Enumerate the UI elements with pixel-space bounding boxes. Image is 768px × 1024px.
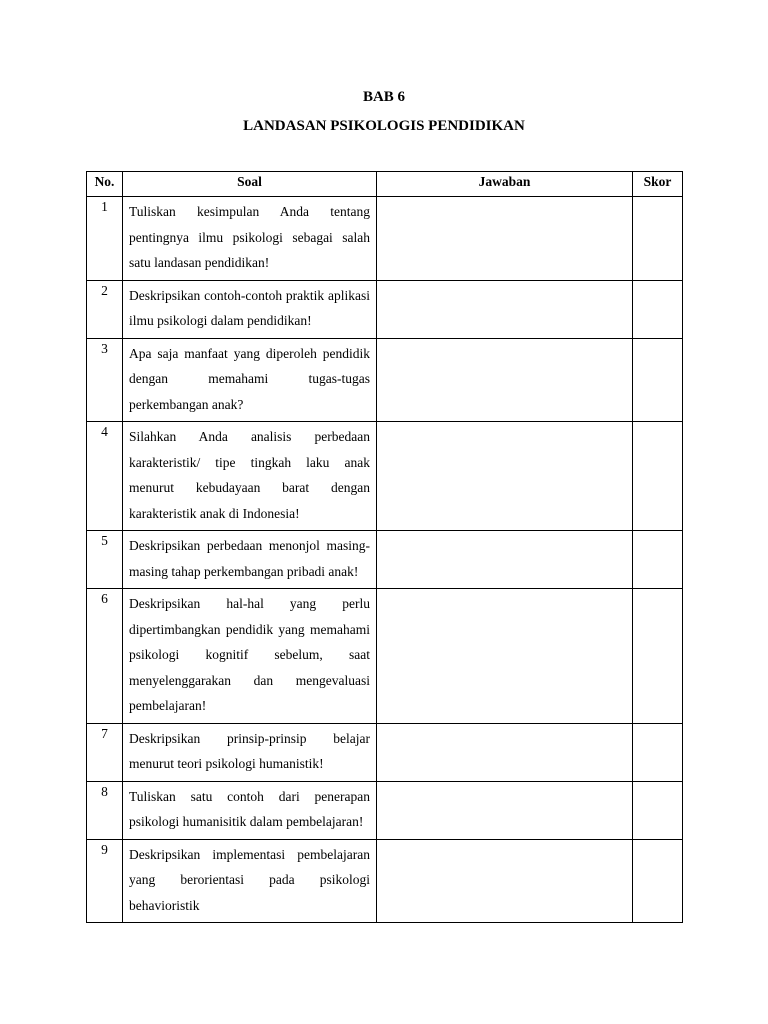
chapter-title: LANDASAN PSIKOLOGIS PENDIDIKAN	[243, 118, 525, 134]
score-cell[interactable]	[633, 338, 683, 422]
row-number-cell: 8	[87, 781, 123, 839]
score-cell[interactable]	[633, 589, 683, 724]
question-cell: Tuliskan satu contoh dari penerapan psikologi humanisitik dalam pembelajaran!	[123, 781, 377, 839]
chapter-heading: BAB 6	[362, 89, 406, 105]
score-cell[interactable]	[633, 839, 683, 923]
score-cell[interactable]	[633, 723, 683, 781]
answer-cell[interactable]	[377, 723, 633, 781]
answer-cell[interactable]	[377, 589, 633, 724]
row-number-cell: 4	[87, 422, 123, 531]
column-header-skor: Skor	[633, 172, 683, 197]
row-number-cell: 1	[87, 197, 123, 281]
question-cell: Deskripsikan hal-hal yang perlu dipertimbangkan pendidik yang memahami psikologi kognitif sebelum, saat menyelenggarakan dan mengevaluasi pembelajaran!	[123, 589, 377, 724]
question-cell: Deskripsikan implementasi pembelajaran yang berorientasi pada psikologi behavioristik	[123, 839, 377, 923]
question-table	[86, 171, 683, 923]
row-number-cell: 3	[87, 338, 123, 422]
row-number-cell: 5	[87, 531, 123, 589]
column-header-no: No.	[87, 172, 123, 197]
question-cell: Apa saja manfaat yang diperoleh pendidik dengan memahami tugas-tugas perkembangan anak?	[123, 338, 377, 422]
table-header-row	[87, 172, 683, 197]
row-number-cell: 2	[87, 280, 123, 338]
answer-cell[interactable]	[377, 781, 633, 839]
table-row	[87, 781, 683, 839]
table-row	[87, 839, 683, 923]
document-header	[0, 86, 768, 137]
column-header-jawaban: Jawaban	[377, 172, 633, 197]
question-cell: Deskripsikan prinsip-prinsip belajar menurut teori psikologi humanistik!	[123, 723, 377, 781]
score-cell[interactable]	[633, 781, 683, 839]
row-number-cell: 7	[87, 723, 123, 781]
answer-cell[interactable]	[377, 531, 633, 589]
table-row	[87, 422, 683, 531]
table-row	[87, 280, 683, 338]
score-cell[interactable]	[633, 422, 683, 531]
score-cell[interactable]	[633, 531, 683, 589]
table-row	[87, 723, 683, 781]
answer-cell[interactable]	[377, 338, 633, 422]
score-cell[interactable]	[633, 280, 683, 338]
score-cell[interactable]	[633, 197, 683, 281]
table-row	[87, 531, 683, 589]
question-cell: Deskripsikan contoh-contoh praktik aplikasi ilmu psikologi dalam pendidikan!	[123, 280, 377, 338]
answer-cell[interactable]	[377, 280, 633, 338]
answer-cell[interactable]	[377, 197, 633, 281]
answer-cell[interactable]	[377, 839, 633, 923]
table-row	[87, 197, 683, 281]
row-number-cell: 9	[87, 839, 123, 923]
table-row	[87, 589, 683, 724]
column-header-soal: Soal	[123, 172, 377, 197]
table-row	[87, 338, 683, 422]
answer-cell[interactable]	[377, 422, 633, 531]
row-number-cell: 6	[87, 589, 123, 724]
question-cell: Tuliskan kesimpulan Anda tentang pentingnya ilmu psikologi sebagai salah satu landasan pendidikan!	[123, 197, 377, 281]
question-cell: Deskripsikan perbedaan menonjol masing-masing tahap perkembangan pribadi anak!	[123, 531, 377, 589]
question-cell: Silahkan Anda analisis perbedaan karakteristik/ tipe tingkah laku anak menurut kebudayaan barat dengan karakteristik anak di Indonesia!	[123, 422, 377, 531]
